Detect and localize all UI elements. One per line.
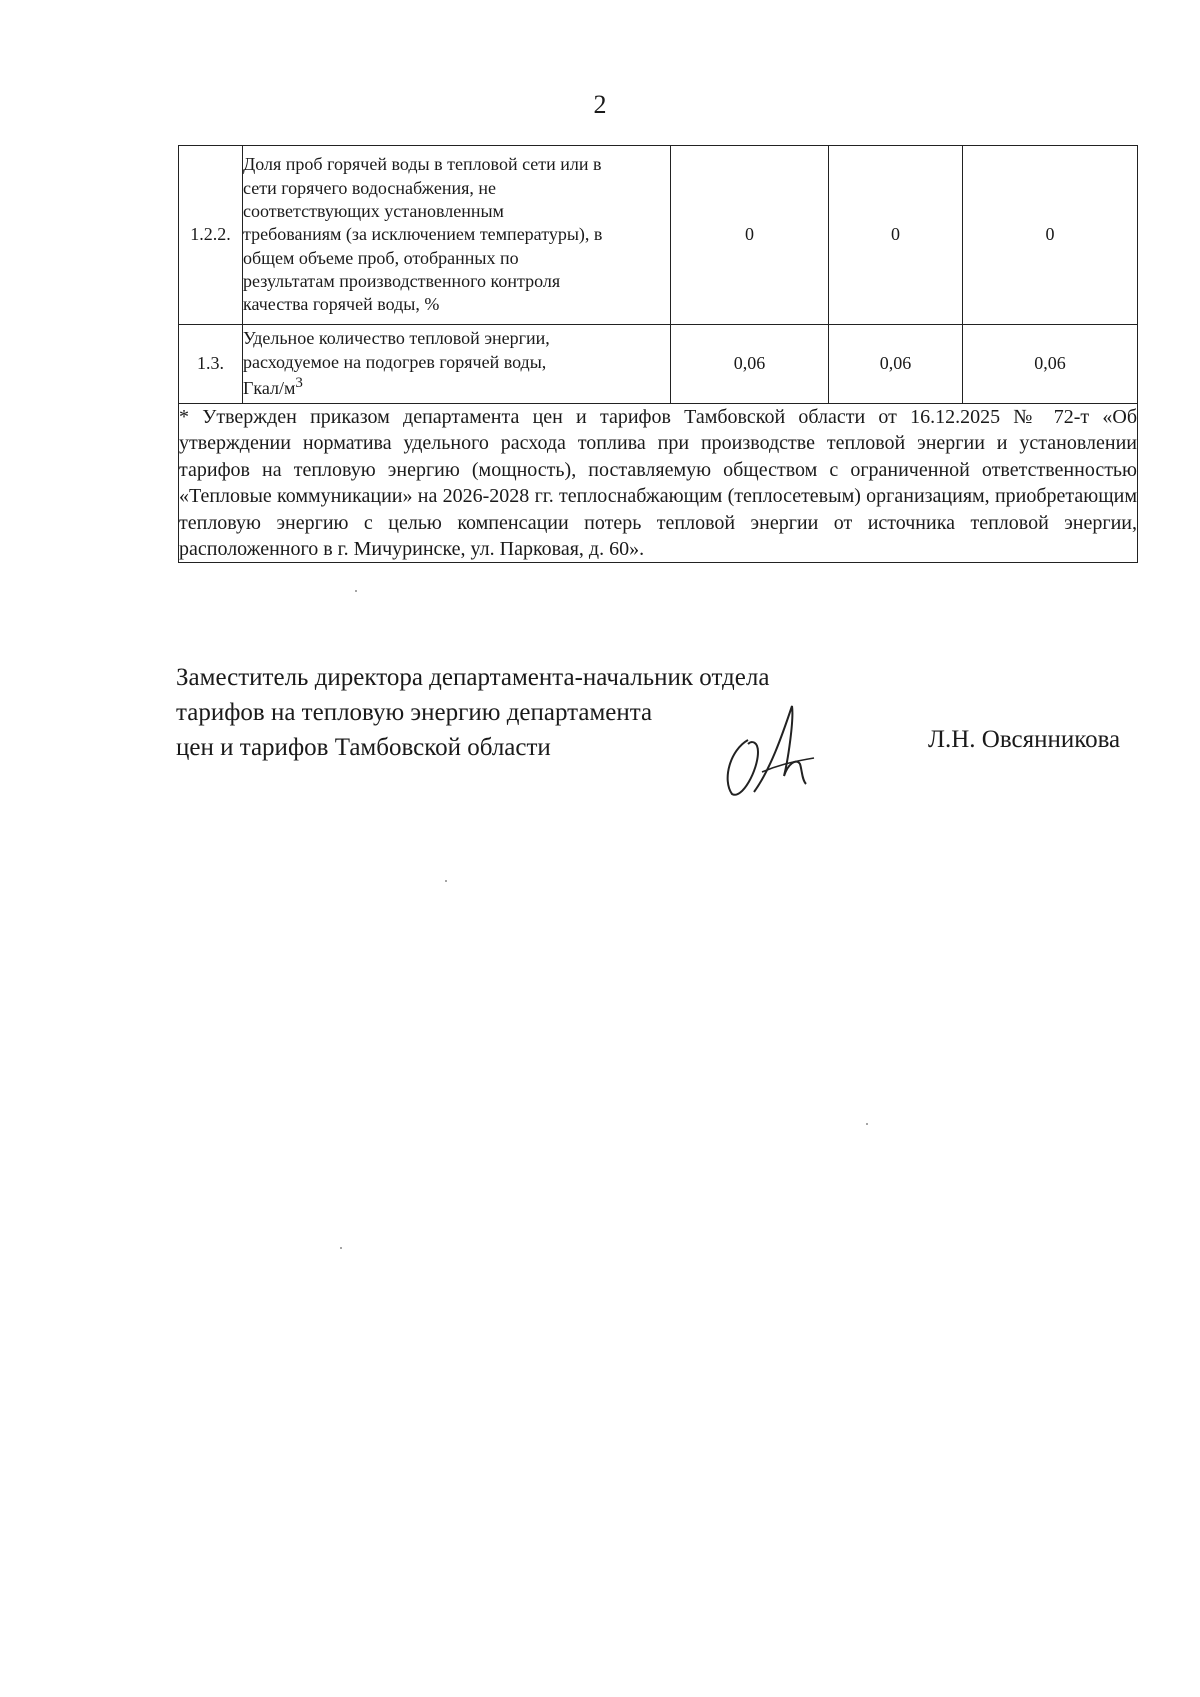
footnote: * Утвержден приказом департамента цен и тарифов Тамбовской области от 16.12.2025 № 72-т «Об утверждении норматива удельного расхода топлива при производстве тепловой энергии и установлении тарифов на тепловую энергию (мощность), поставляемую обществом с ограниченной ответственностью «Тепловые коммуникации» на 2026-2028 гг. теплоснабжающим (теплосетевым) организациям, приобретающим тепловую энергию с целью компенсации потерь тепловой энергии от источника тепловой энергии, расположенного в г. Мичуринске, ул. Парковая, д. 60». bbox=[179, 404, 1138, 563]
description-line: расходуемое на подогрев горячей воды, bbox=[243, 351, 547, 372]
scan-speck bbox=[866, 1123, 868, 1125]
position-line: тарифов на тепловую энергию департамента bbox=[176, 699, 653, 726]
value-cell: 0 bbox=[963, 146, 1138, 325]
description-line: сети горячего водоснабжения, не bbox=[243, 177, 497, 198]
description-line: Доля проб горячей воды в тепловой сети или в bbox=[243, 154, 602, 175]
row-number: 1.3. bbox=[179, 325, 243, 404]
indicator-description bbox=[243, 146, 671, 325]
description-line: результатам производственного контроля bbox=[243, 271, 561, 292]
table-row bbox=[179, 146, 1138, 325]
description-line: требованиям (за исключением температуры), в bbox=[243, 224, 603, 245]
signatory-name: Л.Н. Овсянникова bbox=[928, 726, 1121, 753]
value-cell: 0 bbox=[671, 146, 829, 325]
scan-speck bbox=[340, 1247, 342, 1249]
description-line: Удельное количество тепловой энергии, bbox=[243, 328, 550, 349]
description-line: соответствующих установленным bbox=[243, 200, 504, 221]
description-line: общем объеме проб, отобранных по bbox=[243, 247, 519, 268]
unit-label: Гкал/м bbox=[243, 378, 296, 399]
table-row bbox=[179, 325, 1138, 404]
value-cell: 0 bbox=[829, 146, 963, 325]
indicators-table bbox=[178, 145, 1138, 563]
row-number: 1.2.2. bbox=[179, 146, 243, 325]
handwritten-signature bbox=[718, 700, 828, 800]
position-line: Заместитель директора департамента-начальник отдела bbox=[176, 664, 770, 691]
value-cell: 0,06 bbox=[671, 325, 829, 404]
page-number: 2 bbox=[593, 90, 607, 119]
footnote-row bbox=[179, 404, 1138, 563]
value-cell: 0,06 bbox=[963, 325, 1138, 404]
scan-speck bbox=[355, 590, 357, 592]
description-line: качества горячей воды, % bbox=[243, 294, 440, 315]
unit-line bbox=[243, 374, 670, 400]
position-line: цен и тарифов Тамбовской области bbox=[176, 734, 551, 761]
value-cell: 0,06 bbox=[829, 325, 963, 404]
indicator-description bbox=[243, 325, 671, 404]
scan-speck bbox=[445, 880, 447, 882]
unit-exponent: 3 bbox=[295, 375, 303, 392]
